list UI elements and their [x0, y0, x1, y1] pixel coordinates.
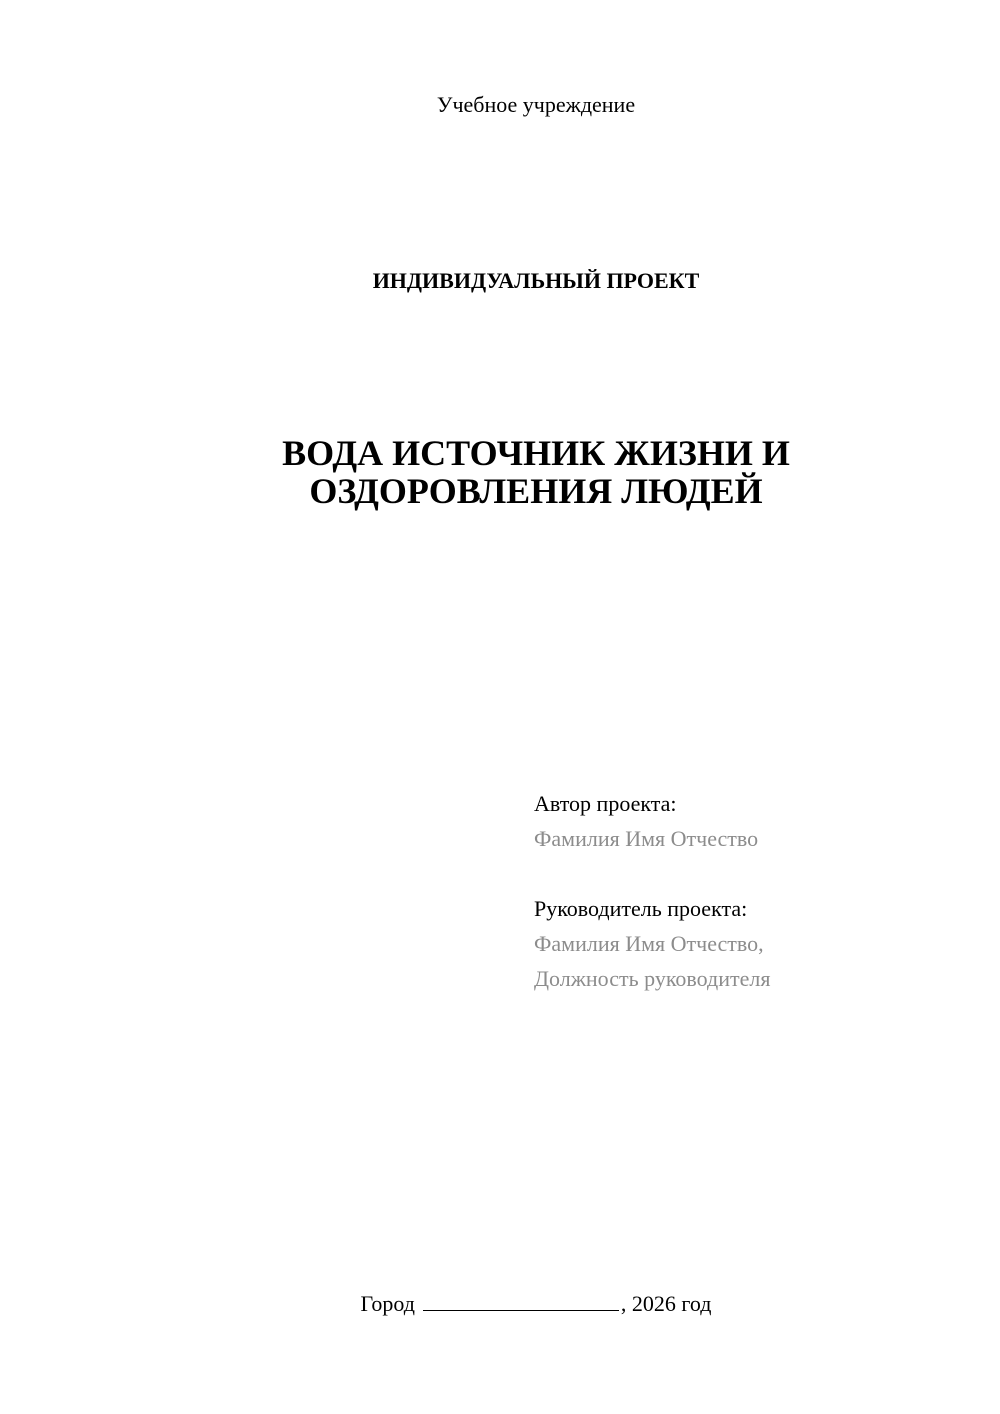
institution-name: Учебное учреждение	[436, 92, 636, 117]
supervisor-name: Фамилия Имя Отчество,	[534, 931, 764, 956]
city-blank-line	[423, 1290, 619, 1311]
supervisor-position: Должность руководителя	[534, 966, 771, 991]
document-type: ИНДИВИДУАЛЬНЫЙ ПРОЕКТ	[372, 268, 700, 293]
project-info-block	[534, 786, 974, 996]
year-text: , 2026 год	[620, 1291, 712, 1316]
info-spacer	[534, 856, 974, 891]
city-year-line	[0, 1289, 1000, 1319]
project-title	[0, 434, 1000, 510]
supervisor-label: Руководитель проекта:	[534, 896, 748, 921]
project-title-line-1: ВОДА ИСТОЧНИК ЖИЗНИ И	[282, 433, 790, 473]
author-name: Фамилия Имя Отчество	[534, 826, 759, 851]
author-label: Автор проекта:	[534, 791, 677, 816]
project-title-line-2: ОЗДОРОВЛЕНИЯ ЛЮДЕЙ	[309, 471, 763, 511]
city-label: Город	[360, 1291, 415, 1316]
